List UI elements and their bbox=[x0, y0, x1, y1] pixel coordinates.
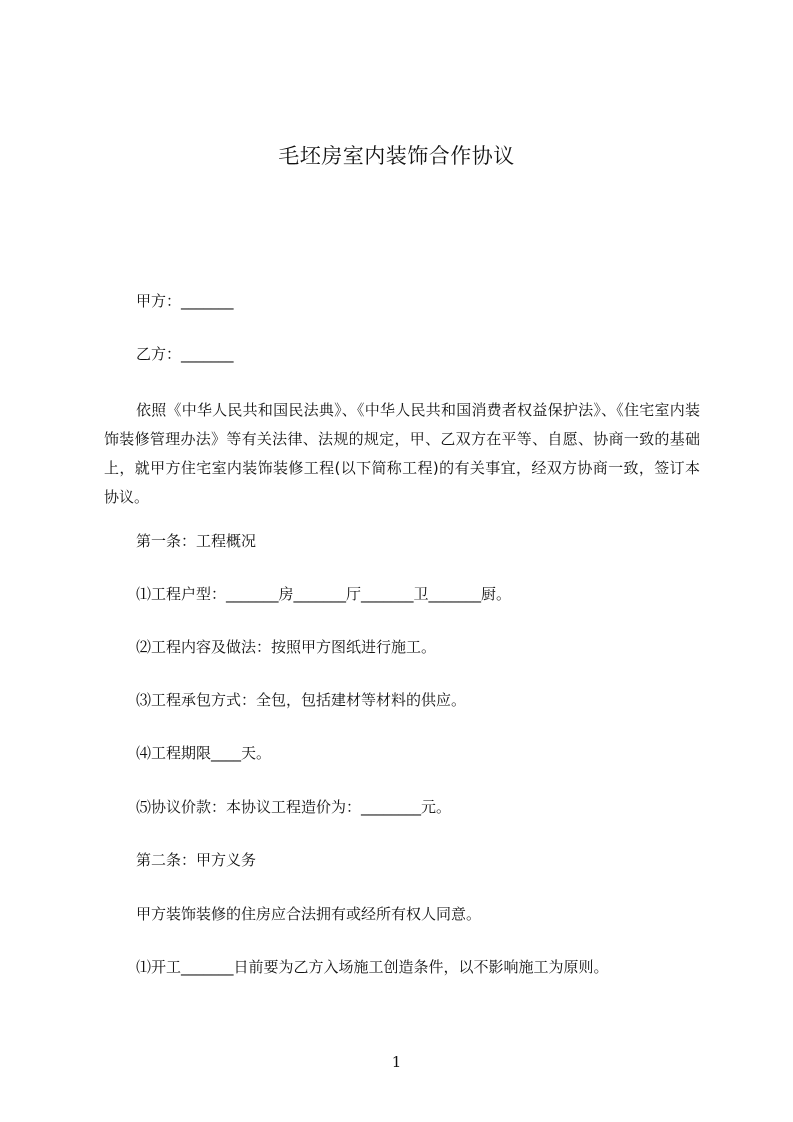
clause-1-2: ⑵工程内容及做法：按照甲方图纸进行施工。 bbox=[136, 638, 437, 656]
clause-1-5: ⑸协议价款：本协议工程造价为：________元。 bbox=[136, 798, 452, 816]
page-number: 1 bbox=[391, 1053, 402, 1071]
party-b-line: 乙方：_______ bbox=[136, 345, 234, 363]
article-2-intro: 甲方装饰装修的住房应合法拥有或经所有权人同意。 bbox=[136, 905, 482, 923]
clause-1-1: ⑴工程户型：_______房_______厅_______卫_______厨。 bbox=[136, 585, 512, 603]
article-2-heading: 第二条：甲方义务 bbox=[136, 851, 257, 869]
clause-1-4: ⑷工程期限____天。 bbox=[136, 744, 272, 762]
clause-1-3: ⑶工程承包方式：全包，包括建材等材料的供应。 bbox=[136, 691, 467, 709]
party-a-line: 甲方：_______ bbox=[136, 292, 234, 310]
document-title: 毛坯房室内装饰合作协议 bbox=[278, 144, 515, 168]
intro-paragraph: 依照《中华人民共和国民法典》、《中华人民共和国消费者权益保护法》、《住宅室内装饰装修管理办法》等有关法律、法规的规定，甲、乙双方在平等、自愿、协商一致的基础上，就甲方住宅室内装饰装修工程(以下简称工程)的有关事宜，经双方协商一致，签订本协议。 bbox=[104, 401, 700, 506]
clause-2-1: ⑴开工_______日前要为乙方入场施工创造条件，以不影响施工为原则。 bbox=[136, 958, 609, 976]
article-1-heading: 第一条：工程概况 bbox=[136, 532, 257, 550]
